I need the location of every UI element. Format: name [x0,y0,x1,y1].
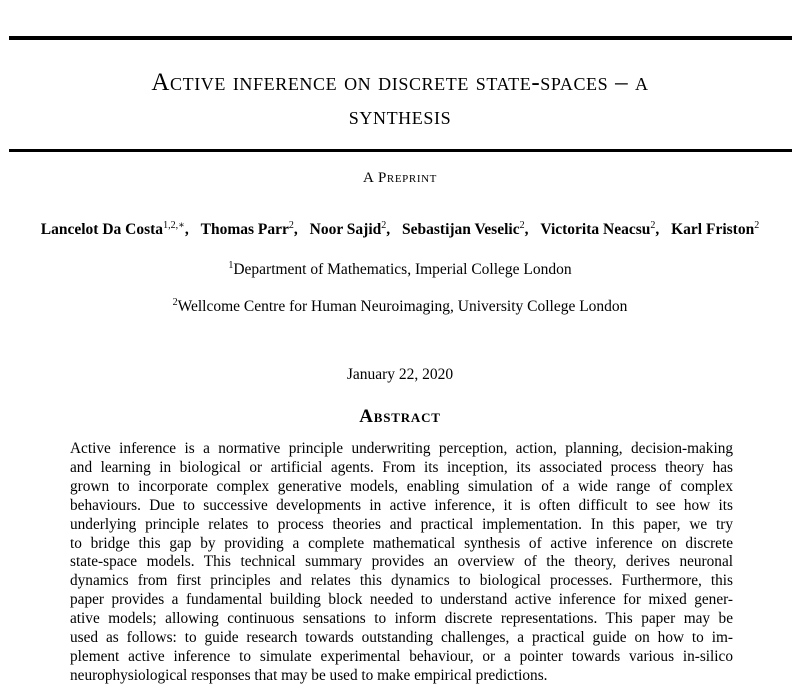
abstract-line: Active inference is a normative principle underwriting perception, action, planning, decision-making [70,440,733,457]
abstract-line: grown to incorporate complex generative models, enabling simulation of a wide range of complex [70,477,733,495]
abstract-line: ative models; allowing continuous sensations to inform discrete representations. This paper may be [70,610,733,628]
author-list [0,220,800,239]
abstract-line: plement active inference to simulate experimental behaviour, or a pointer towards various in-silico [70,647,733,665]
author: Lancelot Da Costa$^{1,2,∗}$, [40,220,189,238]
title-line-1: Active inference on discrete state-spaces – a [151,69,649,96]
author-name: Thomas Parr [200,221,289,238]
publication-date: January 22, 2020 [346,366,454,383]
abstract-line: underlying principle relates to process theories and practical implementation. In this paper, we try [70,515,733,533]
abstract-body [70,440,733,686]
abstract-line: used as follows: to guide research towards outstanding challenges, a practical guide on how to im- [70,629,733,647]
author-affiliation-marker: 2 [519,220,525,231]
affiliation-marker: 2 [172,297,178,308]
abstract-line: paper provides a fundamental building block needed to understand active inference for mixed gener- [70,591,733,609]
author: Noor Sajid$^2$, [309,220,391,238]
author-name: Noor Sajid [309,221,382,238]
author: Thomas Parr$^2$, [200,220,298,238]
abstract-line: and learning in biological or artificial agents. From its inception, its associated process theory has [70,458,733,476]
affiliation-1 [0,260,800,279]
affiliation-text: Department of Mathematics, Imperial College London [233,261,572,278]
affiliation-marker: 1 [228,260,234,271]
abstract-line: to bridge this gap by providing a complete mathematical synthesis of active inference on discrete [70,534,733,552]
author-affiliation-marker: 2 [754,220,760,231]
author-affiliation-marker: 2 [381,220,387,231]
abstract-line: state-space models. This technical summary provides an overview of the theory, derives neuronal [70,553,733,571]
bottom-rule [9,149,792,152]
preprint-label: A Preprint [363,170,437,186]
author-affiliation-marker: 2 [288,220,294,231]
author-affiliation-marker: 1,2,∗ [163,220,185,231]
abstract-line: neurophysiological responses that may be used to make empirical predictions. [70,666,548,684]
author-name: Sebastijan Veselic [402,221,520,238]
author-name: Karl Friston [671,221,755,238]
author-affiliation-marker: 2 [650,220,656,231]
affiliation-text: Wellcome Centre for Human Neuroimaging, University College London [177,298,628,315]
author: Sebastijan Veselic$^2$, [402,220,529,238]
top-rule [9,36,792,40]
affiliation-2 [0,297,800,316]
paper-title [0,66,800,134]
abstract-line: behaviours. Due to successive developments in active inference, it is often difficult to see how its [70,496,733,514]
abstract-line: dynamics from first principles and relates this dynamics to biological processes. Furthermore, this [70,572,733,590]
author [671,221,759,238]
title-line-2: synthesis [348,103,452,130]
abstract-heading: Abstract [359,406,441,427]
author-name: Victorita Neacsu [540,221,651,238]
author: Victorita Neacsu$^2$, [540,220,660,238]
author-name: Lancelot Da Costa [40,221,164,238]
